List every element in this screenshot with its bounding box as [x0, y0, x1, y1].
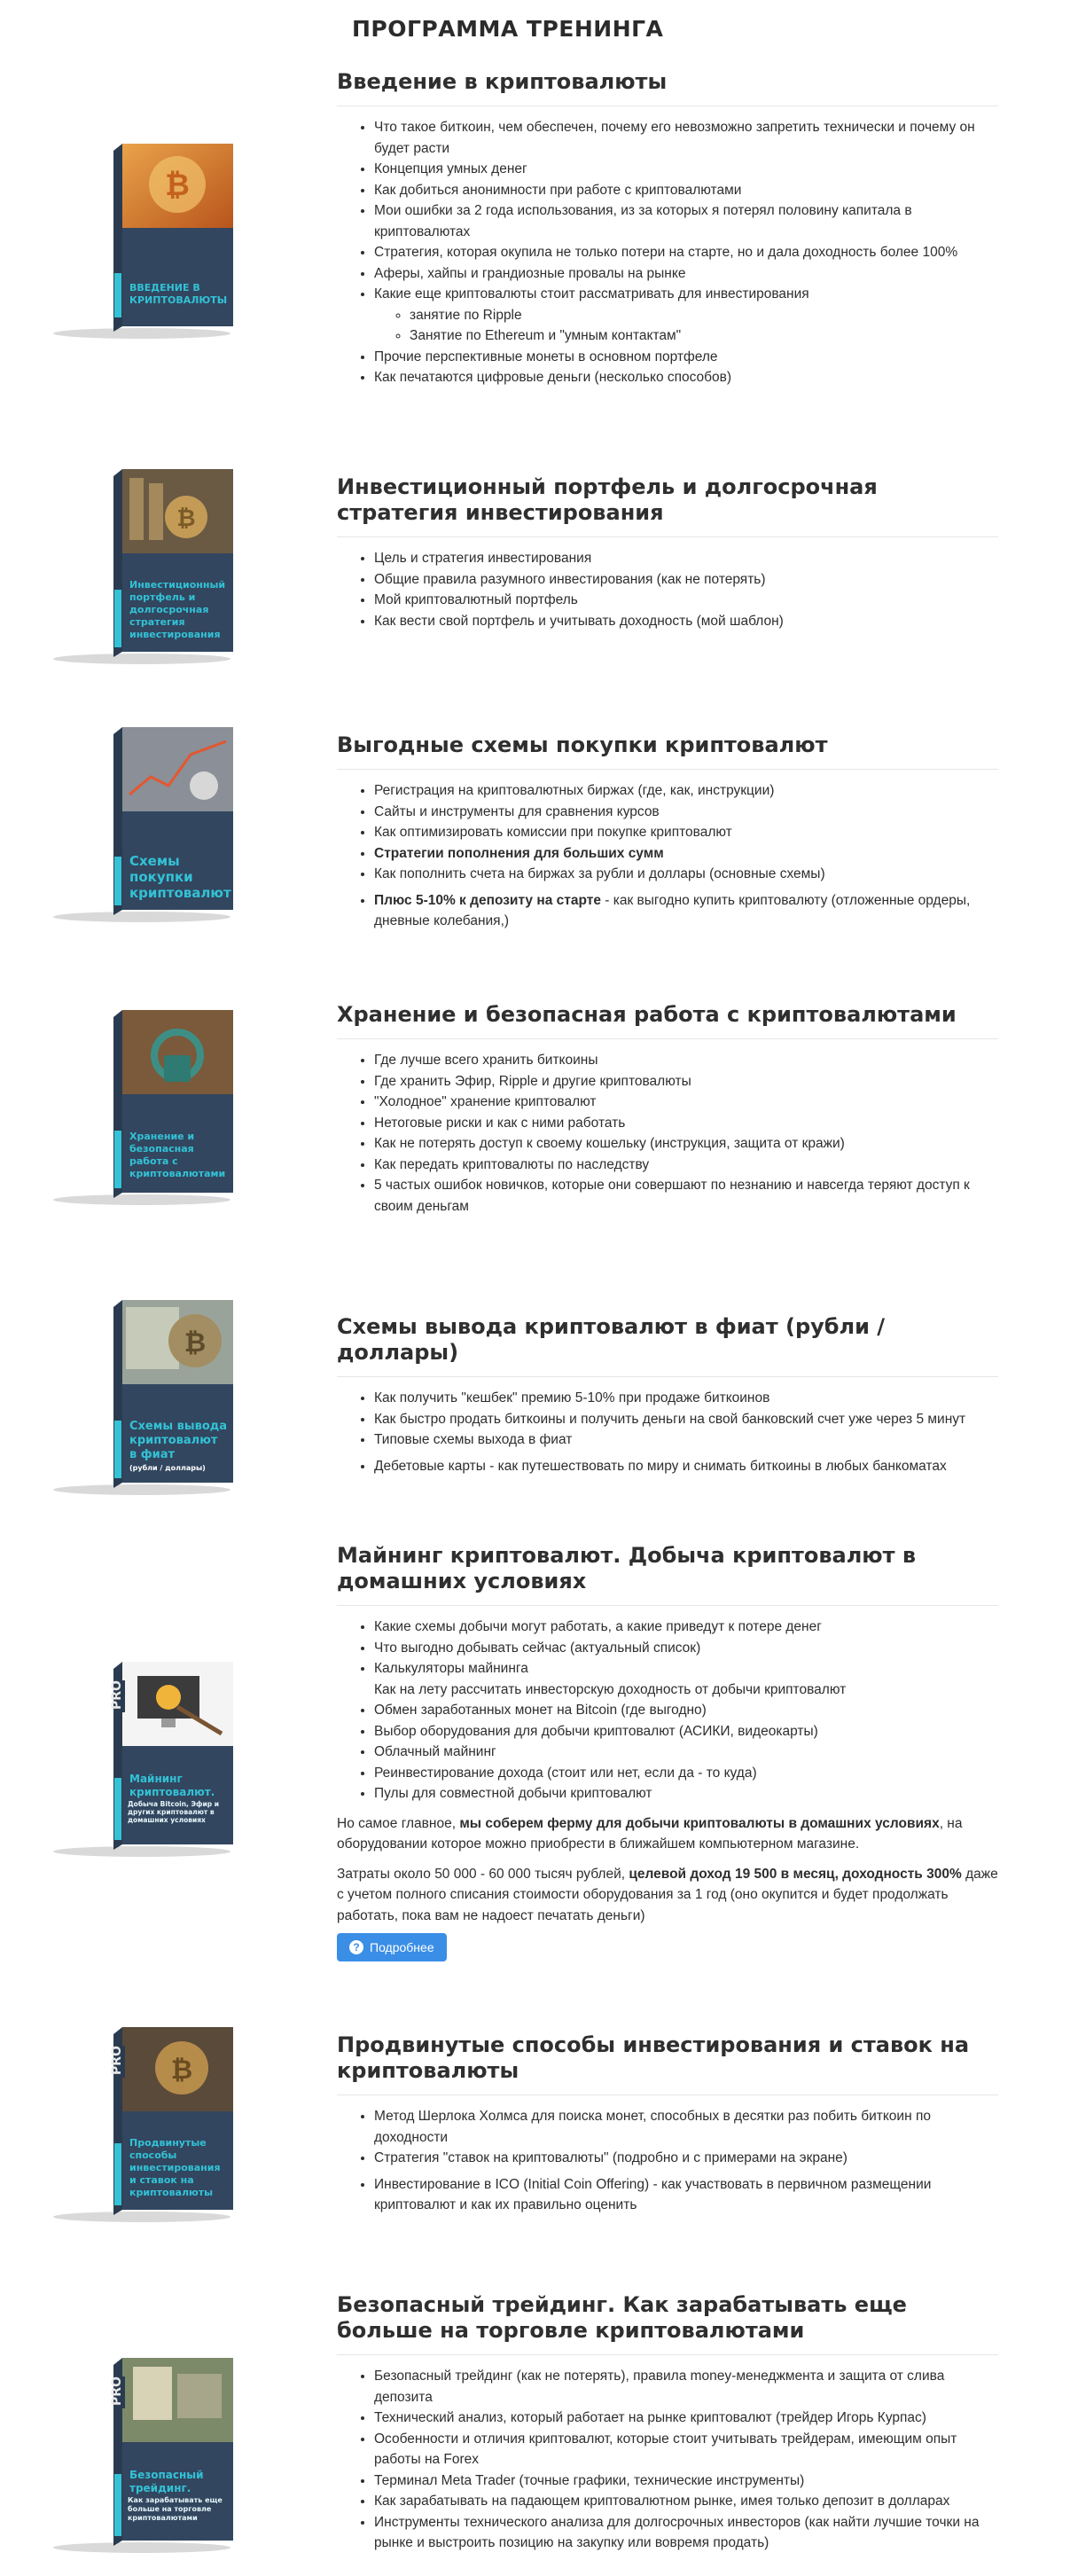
module-title: Инвестиционный портфель и долгосрочная стратегия инвестирования: [337, 474, 998, 537]
box-label: портфель и: [129, 591, 196, 603]
box-label: Инвестиционный: [129, 579, 226, 591]
paragraph-bold: целевой доход 19 500 в месяц, доходность 300%: [629, 1866, 962, 1882]
box-label: Хранение и: [129, 1131, 195, 1142]
list-item: • 5 частых ошибок новичков, которые они совершают по незнанию и навсегда теряют доступ к своим деньгам: [374, 1175, 998, 1217]
mining-paragraph-farm: [337, 1813, 998, 1855]
pro-badge: PRO: [110, 2376, 124, 2406]
module-title: Схемы вывода криптовалют в фиат (рубли / доллары): [337, 1314, 998, 1377]
paragraph-text: даже с учетом полного списания стоимости оборудования за 1 год (оно окупится и будет продолжать работать, пока вам не надоест печатать деньги): [337, 1866, 998, 1923]
module-topic-list: [337, 548, 998, 631]
list-item: • Какие схемы добычи могут работать, а какие приведут к потере денег: [374, 1617, 998, 1638]
pro-badge: PRO: [110, 2046, 124, 2075]
box-label: способы: [129, 2149, 177, 2161]
box-label: криптовалют.: [129, 1786, 215, 1798]
list-item-bold: Плюс 5-10% к депозиту на старте: [374, 892, 601, 908]
box-label: Майнинг: [129, 1773, 183, 1785]
list-item: • Пулы для совместной добычи криптовалют: [374, 1783, 998, 1805]
list-item: • "Холодное" хранение криптовалют: [374, 1092, 998, 1113]
list-item: • Как получить "кешбек" премию 5-10% при продаже биткоинов: [374, 1388, 998, 1409]
list-item: • Прочие перспективные монеты в основном портфеле: [374, 347, 998, 368]
page-title: ПРОГРАММА ТРЕНИНГА: [352, 16, 664, 42]
module-title: Майнинг криптовалют. Добыча криптовалют в домашних условиях: [337, 1543, 998, 1606]
list-item: • Реинвестирование дохода (стоит или нет, если да - то куда): [374, 1763, 998, 1784]
list-item: • Концепция умных денег: [374, 159, 998, 180]
box-label: трейдинг.: [129, 2482, 191, 2494]
module-title: Хранение и безопасная работа с криптовалютами: [337, 1002, 998, 1039]
box-label: безопасная: [129, 1143, 194, 1155]
list-item-note: Как на лету рассчитать инвесторскую доходность от добычи криптовалют: [374, 1681, 847, 1697]
box-sublabel: Как зарабатывать еще больше на торговле криптовалютами: [128, 2496, 223, 2522]
module-topic-list: [337, 117, 998, 388]
details-button-label: Подробнее: [370, 1940, 434, 1954]
sub-list-item: ◦ занятие по Ripple: [410, 305, 998, 326]
list-item: • Мои ошибки за 2 года использования, из за которых я потерял половину капитала в криптовалютах: [374, 200, 998, 242]
box-label: в фиат: [129, 1448, 176, 1461]
box-label: Схемы вывода: [129, 1420, 228, 1433]
box-sublabel: Добыча Bitcoin, Эфир и других криптовалют в домашних условиях: [128, 1800, 219, 1824]
sub-list: [374, 305, 998, 347]
box-label: инвестирования: [129, 629, 221, 640]
list-item: • Где лучше всего хранить биткоины: [374, 1050, 998, 1071]
course-box-image: [44, 2354, 248, 2563]
list-item: • Как не потерять доступ к своему кошельку (инструкция, защита от кражи): [374, 1133, 998, 1155]
list-item: • Как добиться анонимности при работе с криптовалютами: [374, 180, 998, 201]
module-topic-list: [337, 2366, 998, 2554]
paragraph-text: Но самое главное,: [337, 1815, 460, 1831]
box-sublabel: (рубли / доллары): [129, 1464, 206, 1472]
box-label: долгосрочная: [129, 604, 209, 615]
module-topic-list: [337, 2106, 998, 2216]
mining-paragraph-costs: [337, 1864, 998, 1927]
box-label: Безопасный: [129, 2469, 204, 2481]
list-item: • Что такое биткоин, чем обеспечен, почему его невозможно запретить технически и почему он будет расти: [374, 117, 998, 159]
paragraph-text: , на оборудовании которое можно приобрести в ближайшем компьютерном магазине.: [337, 1815, 963, 1852]
box-label: инвестирования: [129, 2162, 221, 2173]
module-title: Выгодные схемы покупки криптовалют: [337, 732, 998, 770]
list-item: • Стратегия, которая окупила не только потери на старте, но и дала доходность более 100%: [374, 242, 998, 263]
box-label: Схемы: [129, 853, 180, 869]
course-box-image: [44, 2024, 248, 2232]
box-label: криптовалюты: [129, 2187, 214, 2198]
module-content: [337, 474, 998, 631]
list-item: • Метод Шерлока Холмса для поиска монет, способных в десятки раз побить биткоин по доходности: [374, 2106, 998, 2148]
list-item: • Как вести свой портфель и учитывать доходность (мой шаблон): [374, 611, 998, 632]
list-item: • Нетоговые риски и как с ними работать: [374, 1113, 998, 1134]
list-item: • Обмен заработанных монет на Bitcoin (где выгодно): [374, 1700, 998, 1721]
list-item: • Дебетовые карты - как путешествовать по миру и снимать биткоины в любых банкоматах: [374, 1456, 998, 1477]
list-item: • Инвестирование в ICO (Initial Coin Offering) - как участвовать в первичном размещении криптовалют и как их правильно оценить: [374, 2174, 998, 2216]
sub-list-item: ◦ Занятие по Ethereum и "умным контактам": [410, 325, 998, 347]
course-box-image: [44, 1658, 248, 1867]
svg-text:₿: ₿: [170, 2055, 193, 2086]
pro-badge: PRO: [110, 1680, 124, 1710]
list-item: • Как передать криптовалюты по наследству: [374, 1155, 998, 1176]
svg-text:₿: ₿: [184, 1327, 207, 1358]
module-content: [337, 1543, 998, 1961]
course-box-image: [44, 466, 248, 674]
module-content: [337, 1314, 998, 1476]
module-title: Продвинутые способы инвестирования и ставок на криптовалюты: [337, 2032, 998, 2095]
box-label: КРИПТОВАЛЮТЫ: [129, 294, 228, 306]
module-content: [337, 1002, 998, 1217]
list-item: • Инструменты технического анализа для долгосрочных инвесторов (как найти лучшие точки на рынке и выстроить позицию на закупку или вовремя продать): [374, 2512, 998, 2554]
list-item: • Технический анализ, который работает на рынке криптовалют (трейдер Игорь Курпас): [374, 2408, 998, 2429]
course-box-image: [44, 724, 248, 932]
list-item: • Как оптимизировать комиссии при покупке криптовалют: [374, 822, 998, 843]
list-item-text: Какие еще криптовалюты стоит рассматривать для инвестирования: [374, 286, 809, 301]
list-item: • Выбор оборудования для добычи криптовалют (АСИКИ, видеокарты): [374, 1721, 998, 1742]
list-item: • Что выгодно добывать сейчас (актуальный список): [374, 1638, 998, 1659]
module-topic-list: [337, 1050, 998, 1217]
box-label: работа с: [129, 1155, 178, 1167]
module-title: Безопасный трейдинг. Как зарабатывать еще больше на торговле криптовалютами: [337, 2292, 998, 2355]
list-item: [374, 890, 998, 932]
list-item: • Где хранить Эфир, Ripple и другие криптовалюты: [374, 1071, 998, 1092]
module-topic-list: [337, 1617, 998, 1805]
course-box-image: [44, 1296, 248, 1505]
list-item: • Цель и стратегия инвестирования: [374, 548, 998, 569]
module-content: [337, 2032, 998, 2216]
list-item: • Особенности и отличия криптовалют, которые стоит учитывать трейдерам, имеющим опыт работы на Forex: [374, 2429, 998, 2470]
details-button[interactable]: [337, 1933, 447, 1961]
list-item-text: - как выгодно купить криптовалюту (отложенные ордеры, дневные колебания,): [374, 892, 971, 928]
svg-text:₿: ₿: [176, 505, 196, 532]
list-item: • Терминал Meta Trader (точные графики, технические инструменты): [374, 2470, 998, 2492]
list-item: • Аферы, хайпы и грандиозные провалы на рынке: [374, 263, 998, 285]
list-item: [374, 1658, 998, 1700]
module-content: [337, 69, 998, 388]
list-item: • Стратегия "ставок на криптовалюты" (подробно и с примерами на экране): [374, 2148, 998, 2169]
list-item-text: Калькуляторы майнинга: [374, 1661, 528, 1676]
list-item: • Общие правила разумного инвестирования (как не потерять): [374, 569, 998, 591]
course-box-image: [44, 1006, 248, 1215]
paragraph-bold: мы соберем ферму для добычи криптовалюты в домашних условиях: [459, 1815, 940, 1831]
list-item: [374, 284, 998, 347]
module-topic-list: [337, 780, 998, 932]
module-topic-list: [337, 1388, 998, 1476]
list-item: • Мой криптовалютный портфель: [374, 590, 998, 611]
list-item: • Безопасный трейдинг (как не потерять), правила money-менеджмента и защита от слива депозита: [374, 2366, 998, 2408]
course-box-image: [44, 140, 248, 348]
box-label: Продвинутые: [129, 2137, 207, 2149]
module-content: [337, 2292, 998, 2554]
list-item: • Как печатаются цифровые деньги (несколько способов): [374, 367, 998, 388]
question-icon: ?: [349, 1940, 363, 1954]
list-item: • Сайты и инструменты для сравнения курсов: [374, 802, 998, 823]
svg-text:₿: ₿: [165, 168, 190, 203]
list-item: • Как быстро продать биткоины и получить деньги на свой банковский счет уже через 5 минут: [374, 1409, 998, 1430]
list-item: • Как зарабатывать на падающем криптовалютном рынке, имея только депозит в долларах: [374, 2491, 998, 2512]
box-label: криптовалют: [129, 1434, 218, 1447]
paragraph-text: Затраты около 50 000 - 60 000 тысяч рублей,: [337, 1866, 629, 1882]
list-item: • Облачный майнинг: [374, 1742, 998, 1763]
list-item: • Стратегии пополнения для больших сумм: [374, 843, 998, 865]
module-title: Введение в криптовалюты: [337, 69, 998, 106]
list-item: • Типовые схемы выхода в фиат: [374, 1429, 998, 1451]
box-label: ВВЕДЕНИЕ В: [129, 282, 200, 294]
box-label: криптовалютами: [129, 1168, 226, 1179]
list-item: • Как пополнить счета на биржах за рубли и доллары (основные схемы): [374, 864, 998, 885]
box-label: и ставок на: [129, 2174, 194, 2186]
module-content: [337, 732, 998, 932]
box-label: криптовалют: [129, 885, 231, 901]
box-label: покупки: [129, 869, 193, 885]
list-item: • Регистрация на криптовалютных биржах (где, как, инструкции): [374, 780, 998, 802]
box-label: стратегия: [129, 616, 185, 628]
